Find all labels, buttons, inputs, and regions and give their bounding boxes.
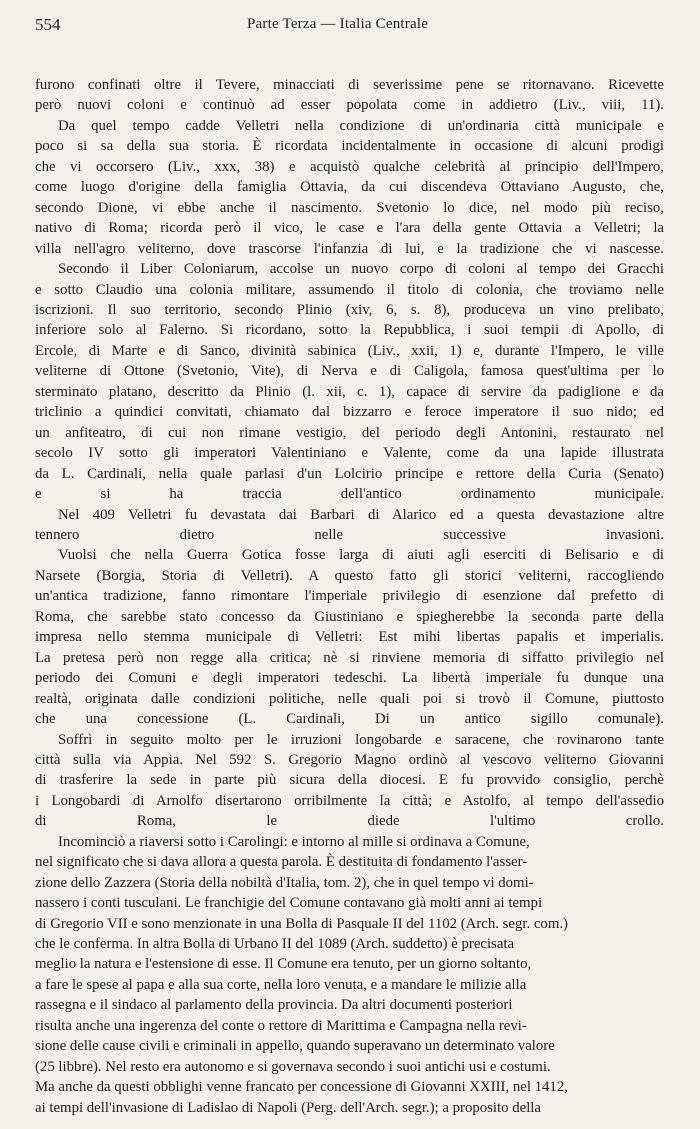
text-line: Incominciò a riaversi sotto i Carolingi: e intorno al mille si ordinava a Comune, xyxy=(58,833,530,850)
text-line: di Roma, le diede l'ultimo crollo. xyxy=(35,813,664,830)
text-line: un'antica tradizione, fanno rimontare l'imperiale privilegio di esenzione dal prefetto di xyxy=(35,588,664,605)
text-line: e si ha traccia dell'antico ordinamento municipale. xyxy=(35,486,664,503)
text-line: Secondo il Liber Coloniarum, accolse un nuovo corpo di coloni al tempo dei Gracchi xyxy=(58,261,664,278)
text-line: secolo IV sotto gli imperatori Valentiniano e Valente, come da una lapide illustrata xyxy=(35,445,664,462)
paragraph xyxy=(35,505,664,546)
text-line: sione delle cause civili e criminali in appello, quando superavano un determinato valore xyxy=(35,1038,555,1055)
text-line: di trasferire la sede in parte più sicura della diocesi. E fu provvido consiglio, perchè xyxy=(35,772,664,789)
text-line: che vi occorsero (Liv., xxx, 38) e acquistò qualche celebrità al principio dell'Impero, xyxy=(35,158,664,175)
paragraph xyxy=(35,75,664,116)
text-line: nassero i conti tusculani. Le franchigie del Comune contavano già molti anni ai tempi xyxy=(35,895,543,912)
running-title: Parte Terza — Italia Centrale xyxy=(247,16,429,32)
text-line: Vuolsi che nella Guerra Gotica fosse larga di aiuti agli eserciti di Belisario e di xyxy=(58,547,664,564)
text-line: villa nell'agro veliterno, dove trascorse l'infanzia di lui, e la tradizione che vi nascesse. xyxy=(35,240,664,257)
text-line: furono confinati oltre il Tevere, minacciati di severissime pene se ritornavano. Ricevette xyxy=(35,77,664,93)
text-line: Nel 409 Velletri fu devastata dai Barbari di Alarico ed a questa devastazione altre xyxy=(58,506,664,523)
text-line: nativo di Roma; ricorda però il vico, le case e l'ara della gente Ottavia a Velletri; la xyxy=(35,220,664,237)
text-line: e sotto Claudio una colonia militare, assumendo il titolo di colonia, che troviamo nelle xyxy=(35,281,664,298)
text-line: meglio la natura e l'estensione di esse. Il Comune era tenuto, per un giorno soltanto, xyxy=(35,956,532,973)
text-line: rassegna e il sindaco al parlamento della provincia. Da altri documenti posteriori xyxy=(35,997,513,1014)
text-line: inferiore solo al Falerno. Si ricordano, sotto la Repubblica, i suoi tempii di Apollo, di xyxy=(35,322,664,339)
text-line: impresa nello stemma municipale di Velletri: Est mihi libertas papalis et imperialis. xyxy=(35,629,664,646)
text-line: però nuovi coloni e continuò ad esser popolata come in addietro (Liv., viii, 11). xyxy=(35,97,664,114)
text-line: che le conferma. In altra Bolla di Urbano II del 1089 (Arch. suddetto) è precisata xyxy=(35,936,515,953)
text-line: poco si sa della sua storia. È ricordata incidentalmente in occasione di alcuni prodigi xyxy=(35,138,664,155)
paragraph xyxy=(35,730,664,832)
text-line: nel significato che si dava allora a questa parola. È destituita di fondamento l'asser- xyxy=(35,854,528,871)
text-line: veliterne di Ottone (Svetonio, Vite), di Nerva e di Caligola, famosa quest'ultima per lo xyxy=(35,363,664,380)
text-line: da L. Cardinali, nella quale parlasi d'un Lolcirio principe e rettore della Curia (Senato) xyxy=(35,465,664,482)
text-line: Soffrì in seguito molto per le irruzioni longobarde e saracene, che rovinarono tante xyxy=(58,731,664,748)
page-number: 554 xyxy=(35,15,61,34)
paragraph xyxy=(35,116,664,259)
text-line: di Gregorio VII e sono menzionate in una Bolla di Pasquale II del 1102 (Arch. segr. com.) xyxy=(35,915,568,932)
text-line: i Longobardi di Arnolfo disertarono orribilmente la città; e Astolfo, al tempo dell'assedio xyxy=(35,792,664,809)
text-line: realtà, originata dalle condizioni politiche, nelle quali poi si trovò il Comune, piuttosto xyxy=(35,690,664,707)
text-line: tennero dietro nelle successive invasioni. xyxy=(35,526,664,543)
paragraph xyxy=(35,259,664,504)
text-line: Ma anche da questi obblighi venne francato per concessione di Giovanni XXIII, nel 1412, xyxy=(35,1079,568,1096)
text-line: Da quel tempo cadde Velletri nella condizione di un'ordinaria città municipale e xyxy=(58,117,664,134)
text-line: iscrizioni. Il suo territorio, secondo Plinio (xiv, 6, s. 8), produceva un vino prelibato, xyxy=(35,301,664,318)
text-line: a fare le spese al papa e alla sua corte, nella loro venuta, e a mandare le milizie alla xyxy=(35,976,527,993)
text-line: La pretesa però non regge alla critica; nè si rinviene memoria di siffatto privilegio nel xyxy=(35,649,664,666)
text-line: come luogo d'origine della famiglia Ottavia, da cui discendeva Ottaviano Augusto, che, xyxy=(35,179,664,196)
body-text xyxy=(35,75,664,1118)
text-line: (25 libbre). Nel resto era autonomo e si governava secondo i suoi antichi usi e costumi. xyxy=(35,1058,551,1075)
text-line: secondo Dione, vi ebbe anche il nascimento. Svetonio lo dice, nel modo più reciso, xyxy=(35,199,664,216)
paragraph xyxy=(35,832,664,1118)
text-line: Narsete (Borgia, Storia di Velletri). A questo fatto gli storici veliterni, raccogliendo xyxy=(35,567,664,584)
text-line: zione dello Zazzera (Storia della nobiltà d'Italia, tom. 2), che in quel tempo vi domi- xyxy=(35,874,534,891)
paragraph xyxy=(35,545,664,729)
text-line: risulta anche una ingerenza del conte o rettore di Marittima e Campagna nella revi- xyxy=(35,1017,527,1034)
text-line: periodo dei Comuni e degli imperatori tedeschi. La libertà imperiale fu dunque una xyxy=(35,670,664,687)
text-line: Ercole, di Marte e di Sanco, divinità sabinica (Liv., xxii, 1) e, durante l'Impero, le ville xyxy=(35,342,664,359)
text-line: che una concessione (L. Cardinali, Di un antico sigillo comunale). xyxy=(35,711,664,728)
text-line: ai tempi dell'invasione di Ladislao di Napoli (Perg. dell'Arch. segr.); a proposito della xyxy=(35,1099,541,1116)
text-line: Roma, che sarebbe stato concesso da Giustiniano e spiegherebbe la seconda parte della xyxy=(35,608,664,625)
text-line: triclinio a quindici convitati, chiamato dal bizzarro e feroce imperatore il suo nido; ed xyxy=(35,404,664,421)
text-line: un anfiteatro, di cui non rimane vestigio, del periodo degli Antonini, restaurato nel xyxy=(35,424,664,441)
text-line: città sulla via Appia. Nel 592 S. Gregorio Magno ordinò al vescovo veliterno Giovanni xyxy=(35,751,664,768)
text-line: sterminato platano, descritto da Plinio (l. xii, c. 1), capace di servire da padiglione e da xyxy=(35,383,664,400)
page-header xyxy=(35,15,664,41)
